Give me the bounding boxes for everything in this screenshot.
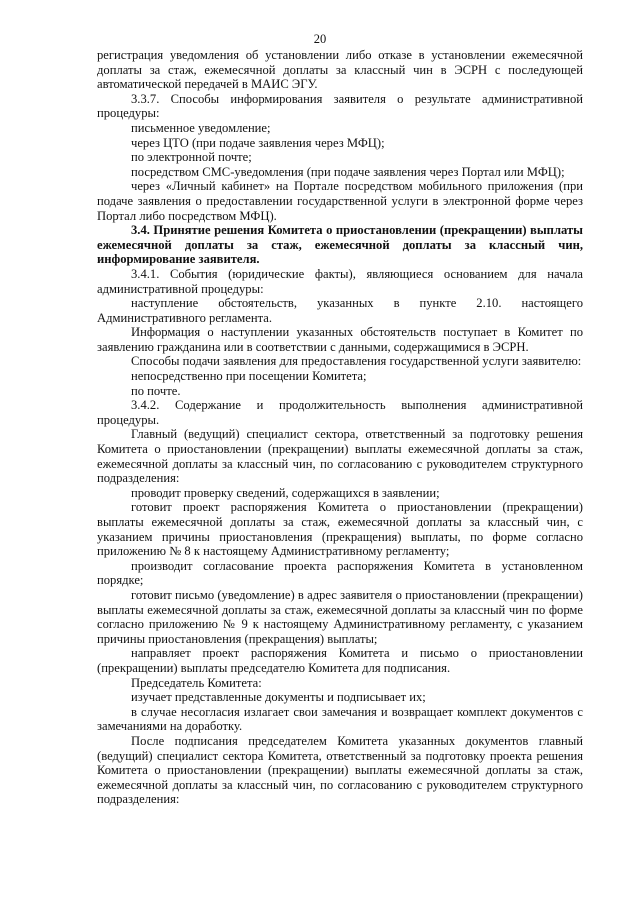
paragraph: посредством СМС-уведомления (при подаче заявления через Портал или МФЦ); — [131, 164, 565, 179]
page-number: 20 — [313, 32, 327, 46]
paragraph: производит согласование проекта распоряжения Комитета в установленном порядке; — [97, 558, 583, 588]
paragraph: проводит проверку сведений, содержащихся в заявлении; — [131, 485, 440, 500]
paragraph: по почте. — [131, 383, 181, 398]
document-body — [97, 48, 583, 807]
paragraph: готовит проект распоряжения Комитета о приостановлении (прекращении) выплаты ежемесячной доплаты за стаж, ежемесячной доплаты за классный чин, с указанием причины приостановления (прекращения) выплаты, по форме согласно приложению № 8 к настоящему Административному регламенту; — [97, 500, 583, 559]
paragraph: Способы подачи заявления для предоставления государственной услуги заявителю: — [131, 354, 582, 369]
paragraph: письменное уведомление; — [131, 120, 271, 135]
section-heading: 3.4. Принятие решения Комитета о приостановлении (прекращении) выплаты ежемесячной доплаты за стаж, ежемесячной доплаты за классный чин, информирование заявителя. — [97, 223, 583, 267]
paragraph: наступление обстоятельств, указанных в пункте 2.10. настоящего Административного регламента. — [97, 296, 583, 325]
paragraph: 3.4.1. События (юридические факты), являющиеся основанием для начала административной процедуры: — [97, 266, 583, 296]
paragraph: Председатель Комитета: — [131, 675, 262, 690]
paragraph: После подписания председателем Комитета указанных документов главный (ведущий) специалист сектора Комитета, ответственный за подготовку проекта решения Комитета о приостановлении (прекращении) выплаты ежемесячной доплаты за стаж, ежемесячной доплаты за классный чин, по согласованию с руководителем структурного подразделения: — [97, 733, 583, 807]
paragraph: 3.3.7. Способы информирования заявителя о результате административной процедуры: — [97, 91, 583, 121]
paragraph: 3.4.2. Содержание и продолжительность выполнения административной процедуры. — [97, 398, 583, 427]
paragraph: направляет проект распоряжения Комитета и письмо о приостановлении (прекращении) выплаты председателю Комитета для подписания. — [97, 646, 583, 675]
paragraph: Информация о наступлении указанных обстоятельств поступает в Комитет по заявлению гражданина или в соответствии с данными, содержащимися в ЭСРН. — [97, 325, 583, 354]
paragraph: Главный (ведущий) специалист сектора, ответственный за подготовку решения Комитета о приостановлении (прекращении) выплаты ежемесячной доплаты за стаж, ежемесячной доплаты за классный чин, по согласованию с руководителем структурного подразделения: — [97, 427, 583, 486]
paragraph: по электронной почте; — [131, 150, 252, 165]
paragraph: непосредственно при посещении Комитета; — [131, 369, 367, 384]
paragraph: изучает представленные документы и подписывает их; — [131, 690, 426, 705]
paragraph: через ЦТО (при подаче заявления через МФЦ); — [131, 135, 385, 150]
paragraph: готовит письмо (уведомление) в адрес заявителя о приостановлении (прекращении) выплаты ежемесячной доплаты за стаж, ежемесячной доплаты за классный чин по форме согласно приложению № 9 к настоящему Административному регламенту, с указанием причины приостановления (прекращения) выплаты; — [97, 587, 583, 646]
paragraph: регистрация уведомления об установлении либо отказе в установлении ежемесячной доплаты за стаж, ежемесячной доплаты за классный чин в ЭСРН с последующей автоматической передачей в МАИС ЭГУ. — [97, 48, 583, 92]
paragraph: через «Личный кабинет» на Портале посредством мобильного приложения (при подаче заявления о предоставлении государственной услуги в электронной форме через Портал либо посредством МФЦ). — [97, 179, 583, 223]
paragraph: в случае несогласия излагает свои замечания и возвращает комплект документов с замечаниями на доработку. — [97, 704, 583, 734]
